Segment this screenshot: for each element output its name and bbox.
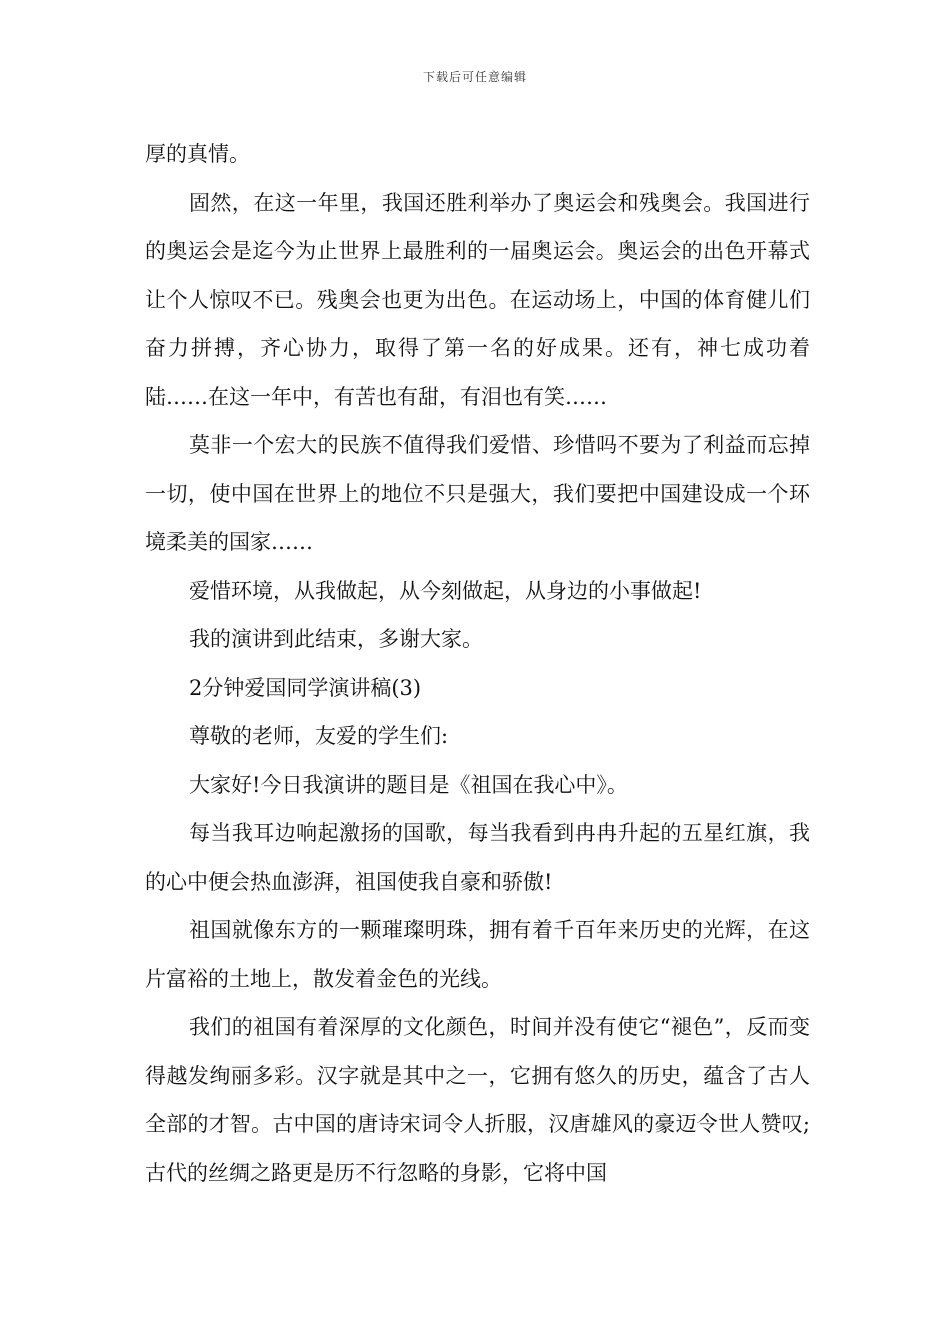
paragraph: 祖国就像东方的一颗璀璨明珠，拥有着千百年来历史的光辉，在这片富裕的土地上，散发着金色的光线。 <box>145 918 810 991</box>
paragraph: 大家好!今日我演讲的题目是《祖国在我心中》。 <box>189 772 628 797</box>
paragraph: 我的演讲到此结束，多谢大家。 <box>189 627 483 651</box>
paragraph: 我们的祖国有着深厚的文化颜色，时间并没有使它“褪色”，反而变得越发绚丽多彩。汉字就是其中之一，它拥有悠久的历史，蕴含了古人全部的才智。古中国的唐诗宋词令人折服，汉唐雄风的豪迈令世人赞叹;古代的丝绸之路更是历不行忽略的身影，它将中国 <box>145 1015 810 1185</box>
document-body <box>145 130 810 1197</box>
paragraph: 莫非一个宏大的民族不值得我们爱惜、珍惜吗不要为了利益而忘掉一切，使中国在世界上的地位不只是强大，我们要把中国建设成一个环境柔美的国家…… <box>145 433 810 554</box>
paragraph: 每当我耳边响起激扬的国歌，每当我看到冉冉升起的五星红旗，我的心中便会热血澎湃，祖国使我自豪和骄傲! <box>145 821 810 894</box>
paragraph: 尊敬的老师，友爱的学生们: <box>189 724 449 748</box>
paragraph: 固然，在这一年里，我国还胜利举办了奥运会和残奥会。我国进行的奥运会是迄今为止世界上最胜利的一届奥运会。奥运会的出色开幕式让个人惊叹不已。残奥会也更为出色。在运动场上，中国的体育健儿们奋力拼搏，齐心协力，取得了第一名的好成果。还有，神七成功着陆……在这一年中，有苦也有甜，有泪也有笑…… <box>145 190 810 409</box>
paragraph: 2分钟爱国同学演讲稿(3) <box>189 675 422 700</box>
page-header-note: 下载后可任意编辑 <box>422 70 527 84</box>
paragraph: 爱惜环境，从我做起，从今刻做起，从身边的小事做起! <box>189 578 702 603</box>
paragraph: 厚的真情。 <box>145 142 250 166</box>
